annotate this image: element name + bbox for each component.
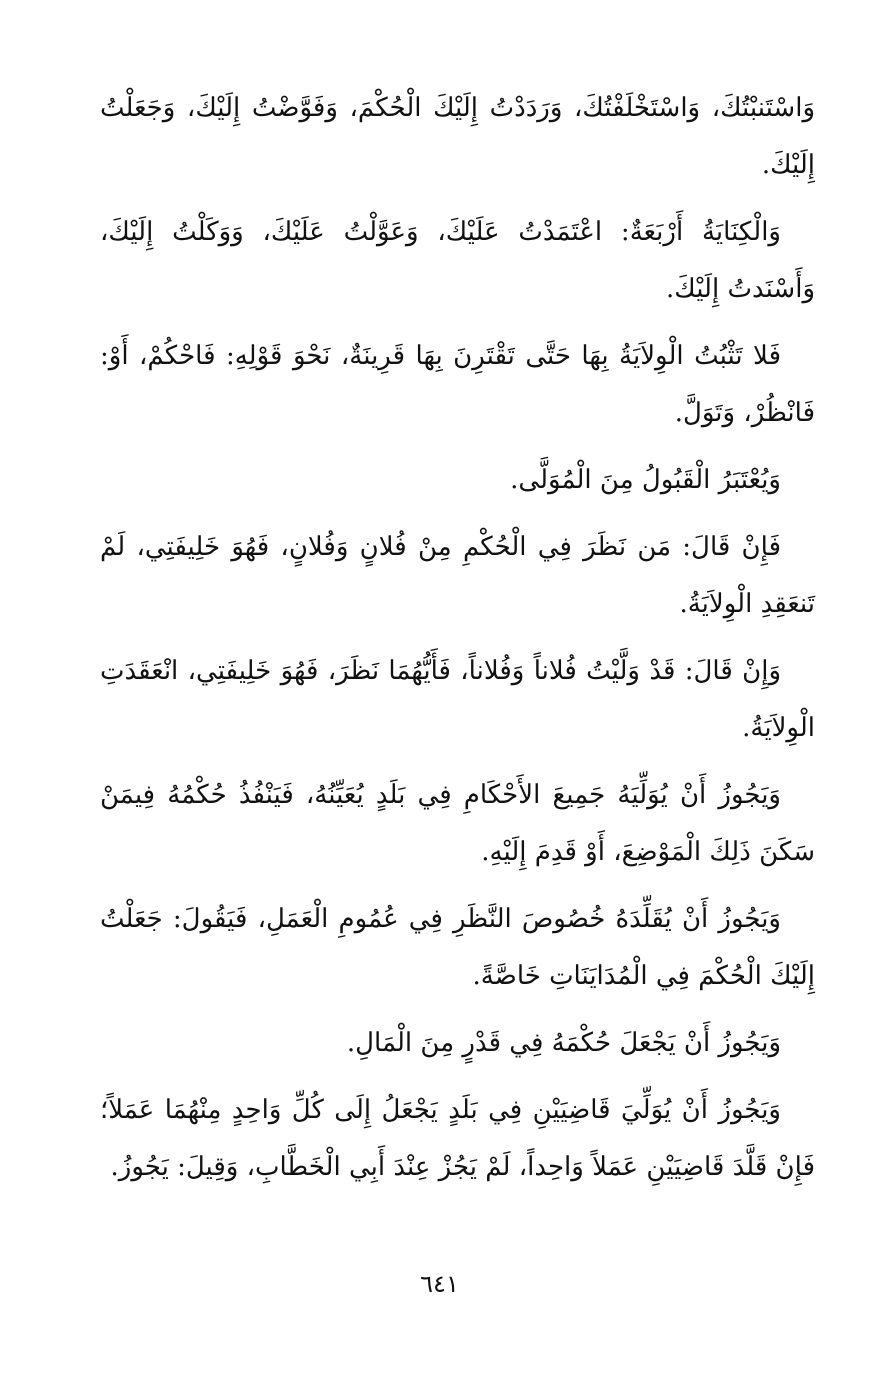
paragraph-1: وَاسْتَنبْتُكَ، وَاسْتَخْلَفْتُكَ، وَرَدَدْتُ إِلَيْكَ الْحُكْمَ، وَفَوَّضْتُ إِلَيْكَ، وَجَعَلْتُ إِلَيْكَ.: [100, 93, 815, 180]
paragraph-4: وَيُعْتَبَرُ الْقَبُولُ مِنَ الْمُوَلَّى.: [510, 465, 781, 495]
paragraph-7: وَيَجُوزُ أَنْ يُوَلِّيَهُ جَمِيعَ الأَحْكَامِ فِي بَلَدٍ يُعَيِّنُهُ، فَيَنْفُذُ حُكْمُهُ فِيمَنْ سَكَنَ ذَلِكَ الْمَوْضِعَ، أَوْ قَدِمَ إِلَيْهِ.: [100, 780, 815, 867]
paragraph-3: فَلا تَثْبُتُ الْوِلاَيَةُ بِهَا حَتَّى تَقْتَرِنَ بِهَا قَرِينَةٌ، نَحْوَ قَوْلِهِ: فَاحْكُمْ، أَوْ: فَانْظُرْ، وَتَوَلَّ.: [100, 341, 815, 428]
paragraph-2: وَالْكِنَايَةُ أَرْبَعَةٌ: اعْتَمَدْتُ عَلَيْكَ، وَعَوَّلْتُ عَلَيْكَ، وَوَكَلْتُ إِلَيْكَ، وَأَسْنَدتُ إِلَيْكَ.: [100, 217, 815, 304]
paragraph-5: فَإِنْ قَالَ: مَن نَظَرَ فِي الْحُكْمِ مِنْ فُلانٍ وَفُلانٍ، فَهُوَ خَلِيفَتِي، لَمْ تَنعَقِدِ الْوِلاَيَةُ.: [100, 532, 815, 619]
page-number: ٦٤١: [420, 1270, 459, 1298]
page-body: [100, 80, 815, 1206]
paragraph-10: وَيَجُوزُ أَنْ يُوَلِّيَ قَاضِيَيْنِ فِي بَلَدٍ يَجْعَلُ إِلَى كُلِّ وَاحِدٍ مِنْهُمَا عَمَلاً؛ فَإِنْ قَلَّدَ قَاضِيَيْنِ عَمَلاً وَاحِداً، لَمْ يَجُزْ عِنْدَ أَبِي الْخَطَّابِ، وَقِيلَ: يَجُوزُ.: [100, 1095, 815, 1182]
paragraph-6: وَإِنْ قَالَ: قَدْ وَلَّيْتُ فُلاناً وَفُلاناً، فَأَيُّهُمَا نَظَرَ، فَهُوَ خَلِيفَتِي، انْعَقَدَتِ الْوِلاَيَةُ.: [100, 656, 815, 743]
paragraph-9: وَيَجُوزُ أَنْ يَجْعَلَ حُكْمَهُ فِي قَدْرٍ مِنَ الْمَالِ.: [346, 1028, 781, 1058]
paragraph-8: وَيَجُوزُ أَنْ يُقَلِّدَهُ خُصُوصَ النَّظَرِ فِي عُمُومِ الْعَمَلِ، فَيَقُولَ: جَعَلْتُ إِلَيْكَ الْحُكْمَ فِي الْمُدَايَنَاتِ خَاصَّةً.: [100, 904, 815, 991]
